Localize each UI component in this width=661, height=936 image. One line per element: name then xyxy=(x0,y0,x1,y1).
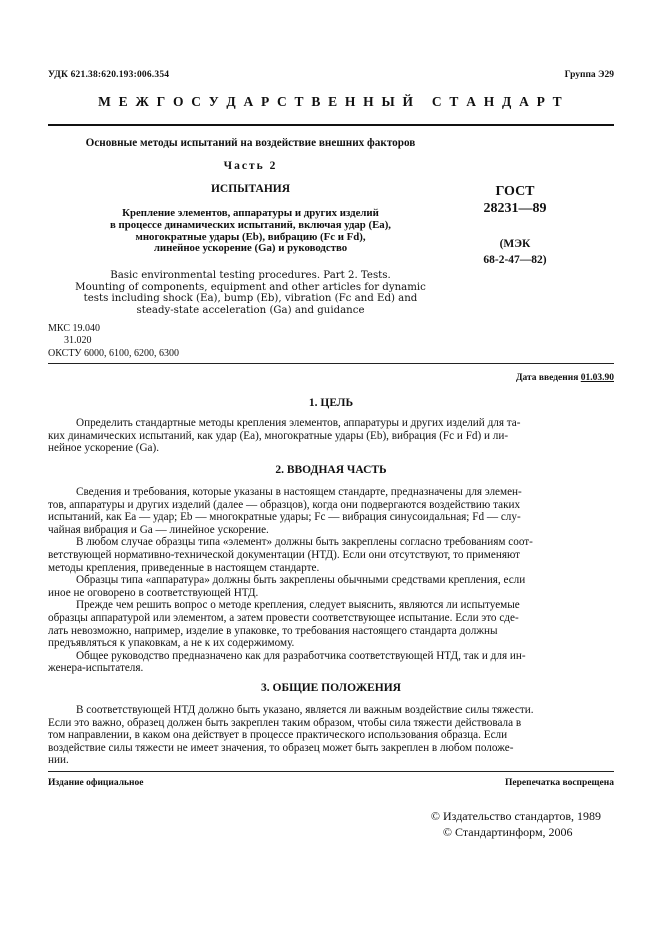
text-line: лать невозможно, например, изделие в упаковке, то требования настоящего стандарта должны xyxy=(48,624,498,637)
english-title-line: Mounting of components, equipment and other articles for dynamic xyxy=(75,281,426,293)
udk-code: УДК 621.38:620.193:006.354 xyxy=(48,70,170,80)
subtitle-block xyxy=(48,208,453,255)
gost-block xyxy=(460,183,570,217)
text-line: Образцы типа «аппаратура» должны быть закреплены обычными средствами крепления, если xyxy=(76,574,526,587)
main-title: Основные методы испытаний на воздействие внешних факторов xyxy=(85,137,416,149)
copyright-block xyxy=(431,808,601,840)
interstate-standard-banner: М Е Ж Г О С У Д А Р С Т В Е Н Н Ы Й С Т А Н Д А Р Т xyxy=(98,94,564,109)
subtitle-line: в процессе динамических испытаний, включая удар (Ea), xyxy=(109,218,392,231)
text-line: Сведения и требования, которые указаны в настоящем стандарте, предназначены для элемен- xyxy=(76,486,522,498)
text-line: методы крепления, приведенные в настоящем стандарте. xyxy=(48,561,320,574)
iec-label: (МЭК xyxy=(499,238,531,250)
iec-number: 68-2-47—82) xyxy=(483,254,547,266)
reprint-prohibited: Перепечатка воспрещена xyxy=(504,778,614,788)
text-line: предъявляться к упаковкам, а не к их содержимому. xyxy=(48,637,295,650)
text-line: Определить стандартные методы крепления элементов, аппаратуры и других изделий для та- xyxy=(76,417,521,429)
part-number: Часть 2 xyxy=(223,160,278,172)
section-3-text xyxy=(48,704,614,767)
subtitle-line: Крепление элементов, аппаратуры и других изделий xyxy=(122,207,379,219)
section-2-text xyxy=(48,486,614,675)
official-edition: Издание официальное xyxy=(48,778,144,788)
gost-label: ГОСТ xyxy=(495,184,535,199)
english-title-line: Basic environmental testing procedures. Part 2. Tests. xyxy=(110,270,391,281)
text-line: Общее руководство предназначено как для разработчика соответствующей НТД, так и для ин- xyxy=(76,649,526,662)
text-line: Если это важно, образец должен быть закреплен таким образом, чтобы сила тяжести действовала в xyxy=(48,716,522,729)
footer-rule xyxy=(48,771,614,772)
classification-rule xyxy=(48,363,614,364)
copyright-line: © Стандартинформ, 2006 xyxy=(442,825,573,839)
copyright-line: © Издательство стандартов, 1989 xyxy=(430,809,601,823)
tests-title: ИСПЫТАНИЯ xyxy=(210,183,291,195)
text-line: воздействие силы тяжести не имеет значения, то образец может быть закреплен в любом положе- xyxy=(48,741,514,754)
text-line: том направлении, в каком она действует в процессе практического использования образца. Если xyxy=(48,729,508,742)
text-line: женера-испытателя. xyxy=(48,662,144,675)
text-line: тов, аппаратуры и других изделий (далее — образцов), когда они подвергаются воздействию таких xyxy=(48,498,521,511)
text-line: нейное ускорение (Ga). xyxy=(48,442,160,455)
text-line: иное не оговорено в соответствующей НТД. xyxy=(48,586,259,599)
text-line: чайная вибрация и Ga — линейное ускорение. xyxy=(48,523,269,536)
header-rule xyxy=(48,124,614,126)
text-line: нии. xyxy=(48,754,69,767)
text-line: испытаний, как Ea — удар; Eb — многократные удары; Fc — вибрация синусоидальная; Fd — слу- xyxy=(48,511,521,524)
english-title-line: steady-state acceleration (Ga) and guidance xyxy=(136,304,365,316)
subtitle-line: многократные удары (Eb), вибрацию (Fc и Fd), xyxy=(135,230,366,243)
classification-block xyxy=(48,323,179,360)
iec-block xyxy=(460,236,570,268)
english-title-line: tests including shock (Ea), bump (Eb), vibration (Fc and Ed) and xyxy=(83,293,418,305)
intro-date-value: 01.03.90 xyxy=(580,373,614,383)
text-line: Прежде чем решить вопрос о методе крепления, следует выяснить, являются ли испытуемые xyxy=(76,599,520,612)
section-3-heading: 3. ОБЩИЕ ПОЛОЖЕНИЯ xyxy=(261,682,401,694)
intro-date xyxy=(516,373,614,383)
section-2-heading: 2. ВВОДНАЯ ЧАСТЬ xyxy=(275,464,387,476)
mks-code-2: 31.020 xyxy=(64,335,92,347)
text-line: ких динамических испытаний, как удар (Ea), многократные удары (Eb), вибрация (Fc и Fd) и ли- xyxy=(48,429,509,442)
mks-code: МКС 19.040 xyxy=(48,323,100,334)
intro-date-label: Дата введения xyxy=(515,373,579,383)
section-1-text xyxy=(48,417,614,455)
group-code: Группа Э29 xyxy=(564,70,614,80)
subtitle-line: линейное ускорение (Ga) и руководство xyxy=(153,242,348,255)
section-1-heading: 1. ЦЕЛЬ xyxy=(308,397,354,409)
gost-number: 28231—89 xyxy=(483,201,547,216)
english-title-block xyxy=(48,270,453,316)
text-line: В соответствующей НТД должно быть указано, является ли важным воздействие силы тяжести. xyxy=(76,704,534,716)
okstu-code: ОКСТУ 6000, 6100, 6200, 6300 xyxy=(48,347,180,359)
text-line: В любом случае образцы типа «элемент» должны быть закреплены согласно требованиям соот- xyxy=(76,536,533,549)
text-line: ветствующей нормативно-технической документации (НТД). Если они отсутствуют, то применяют xyxy=(48,548,521,561)
text-line: образцы аппаратурой или элементом, а затем провести соответствующее испытание. Если это сде- xyxy=(48,611,519,624)
